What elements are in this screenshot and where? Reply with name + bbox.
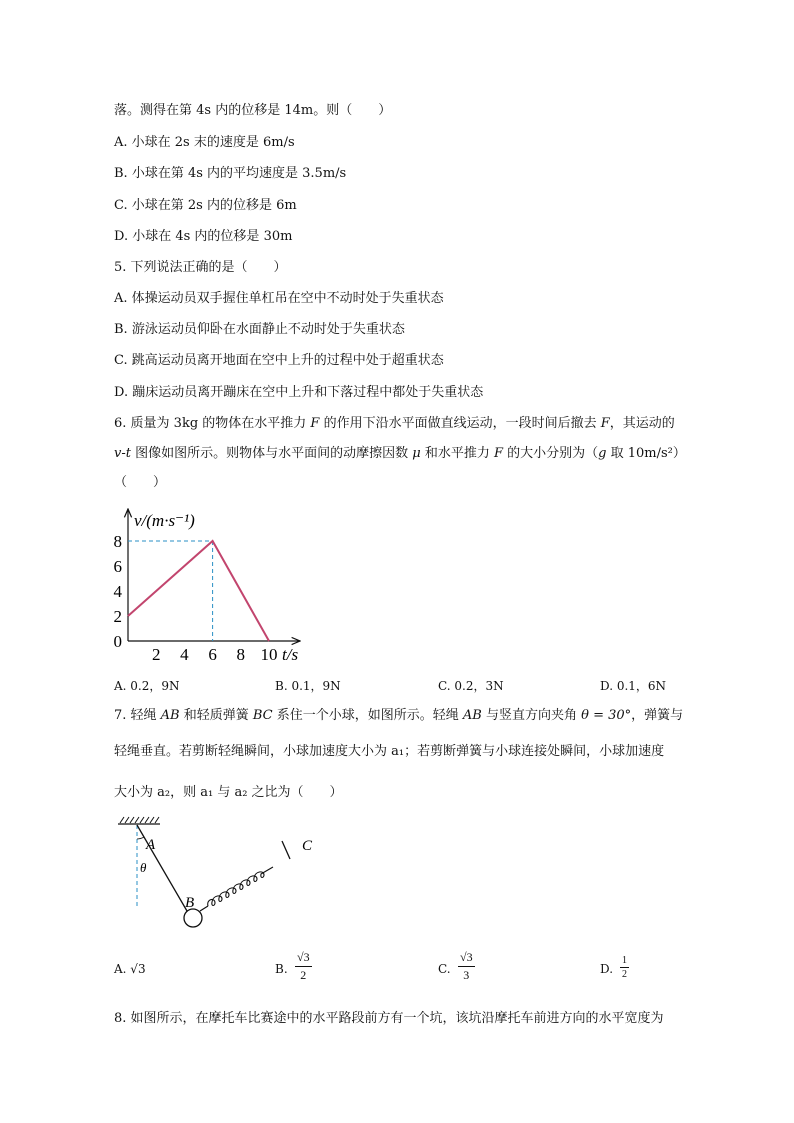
y-tick-label: 8 bbox=[113, 532, 122, 551]
q8-stem: 8. 如图所示，在摩托车比赛途中的水平路段前方有一个坑，该坑沿摩托车前进方向的水平宽度为 bbox=[114, 1011, 664, 1026]
text: 取 10m/s²） bbox=[606, 446, 686, 461]
text: 系住一个小球，如图所示。轻绳 bbox=[272, 708, 463, 723]
wall-C bbox=[282, 841, 290, 859]
q6-option-c: C. 0.2，3N bbox=[438, 679, 504, 693]
q4-option-b: B. 小球在第 4s 内的平均速度是 3.5m/s bbox=[114, 166, 347, 181]
label-C: C bbox=[302, 838, 313, 854]
text: ，弹簧与 bbox=[631, 708, 684, 723]
text: 的大小分别为（ bbox=[502, 446, 599, 461]
velocity-series-line bbox=[128, 541, 269, 641]
x-axis-label: t/s bbox=[282, 645, 299, 664]
text: 的作用下沿水平面做直线运动，一段时间后撤去 bbox=[319, 416, 601, 431]
numerator: √3 bbox=[297, 950, 310, 964]
text: 和水平推力 bbox=[420, 446, 494, 461]
fraction-bar bbox=[620, 967, 629, 968]
denominator: 2 bbox=[622, 969, 627, 980]
y-tick-label: 0 bbox=[113, 632, 122, 651]
q4-option-d: D. 小球在 4s 内的位移是 30m bbox=[114, 229, 293, 244]
x-tick-label: 8 bbox=[236, 645, 246, 664]
q7-stem-line1 bbox=[114, 706, 683, 726]
q7-option-d-label: D. bbox=[600, 962, 614, 976]
q6-option-b: B. 0.1，9N bbox=[275, 679, 341, 693]
fraction-bar bbox=[458, 966, 475, 967]
q5-option-d: D. 蹦床运动员离开蹦床在空中上升和下落过程中都处于失重状态 bbox=[114, 385, 484, 400]
numerator: 1 bbox=[622, 955, 627, 966]
var-BC: BC bbox=[252, 708, 273, 723]
text: 7. 轻绳 bbox=[114, 708, 161, 723]
q6-stem-line1 bbox=[114, 414, 675, 434]
var-mu: μ bbox=[412, 446, 421, 461]
q4-stem-tail: 落。测得在第 4s 内的位移是 14m。则（ ） bbox=[114, 103, 392, 118]
ceiling-hatch bbox=[120, 817, 159, 823]
q6-stem-line2 bbox=[114, 444, 686, 464]
x-tick-label: 6 bbox=[208, 645, 217, 664]
label-B: B bbox=[185, 895, 195, 911]
vt-chart bbox=[110, 505, 310, 665]
numerator: √3 bbox=[460, 950, 473, 964]
denominator: 3 bbox=[463, 968, 470, 982]
q7-option-a: A. √3 bbox=[114, 962, 146, 976]
var-F: F bbox=[600, 416, 610, 431]
q4-option-a: A. 小球在 2s 末的速度是 6m/s bbox=[114, 135, 295, 150]
text: 6. 质量为 3kg 的物体在水平推力 bbox=[114, 416, 311, 431]
label-A: A bbox=[146, 837, 156, 853]
var-vt: v-t bbox=[114, 446, 131, 461]
q5-option-b: B. 游泳运动员仰卧在水面静止不动时处于失重状态 bbox=[114, 322, 405, 337]
q7-stem-line2: 轻绳垂直。若剪断轻绳瞬间，小球加速度大小为 a₁；若剪断弹簧与小球连接处瞬间，小球加速度 bbox=[114, 744, 665, 759]
q5-option-c: C. 跳高运动员离开地面在空中上升的过程中处于超重状态 bbox=[114, 353, 444, 368]
q7-option-b-label: B. bbox=[275, 962, 288, 976]
q6-option-d: D. 0.1，6N bbox=[600, 679, 667, 693]
q7-option-c-label: C. bbox=[438, 962, 451, 976]
ball bbox=[184, 909, 202, 927]
var-g: g bbox=[598, 446, 607, 461]
q5-option-a: A. 体操运动员双手握住单杠吊在空中不动时处于失重状态 bbox=[114, 291, 444, 306]
y-tick-label: 6 bbox=[113, 557, 122, 576]
spring-lead bbox=[200, 906, 208, 911]
label-theta: θ bbox=[140, 860, 147, 875]
x-tick-label: 10 bbox=[260, 645, 278, 664]
q7-option-d-fraction bbox=[620, 955, 629, 980]
angle-arc bbox=[137, 837, 144, 839]
denominator: 2 bbox=[300, 968, 307, 982]
y-axis-label: v/(m·s⁻¹) bbox=[134, 511, 195, 530]
rope-spring-diagram bbox=[112, 815, 322, 935]
var-AB: AB bbox=[462, 708, 482, 723]
x-tick-label: 4 bbox=[180, 645, 189, 664]
q6-answer-paren: （ ） bbox=[114, 475, 167, 490]
text: 与竖直方向夹角 bbox=[481, 708, 582, 723]
var-F: F bbox=[493, 446, 503, 461]
q4-option-c: C. 小球在第 2s 内的位移是 6m bbox=[114, 198, 297, 213]
q7-stem-line3: 大小为 a₂，则 a₁ 与 a₂ 之比为（ ） bbox=[114, 785, 343, 800]
y-tick-label: 2 bbox=[113, 607, 122, 626]
fraction-bar bbox=[295, 966, 312, 967]
text: ，其运动的 bbox=[609, 416, 675, 431]
q7-option-b-fraction bbox=[295, 950, 312, 983]
q7-option-c-fraction bbox=[458, 950, 475, 983]
y-tick-label: 4 bbox=[113, 582, 122, 601]
q5-stem: 5. 下列说法正确的是（ ） bbox=[114, 260, 287, 275]
text: 图像如图所示。则物体与水平面间的动摩擦因数 bbox=[130, 446, 413, 461]
x-tick-label: 2 bbox=[151, 645, 161, 664]
q6-option-a: A. 0.2，9N bbox=[114, 679, 180, 693]
var-theta: θ = 30° bbox=[581, 708, 632, 723]
text: 和轻质弹簧 bbox=[179, 708, 253, 723]
var-F: F bbox=[310, 416, 320, 431]
spring-BC bbox=[208, 867, 273, 906]
var-AB: AB bbox=[160, 708, 180, 723]
